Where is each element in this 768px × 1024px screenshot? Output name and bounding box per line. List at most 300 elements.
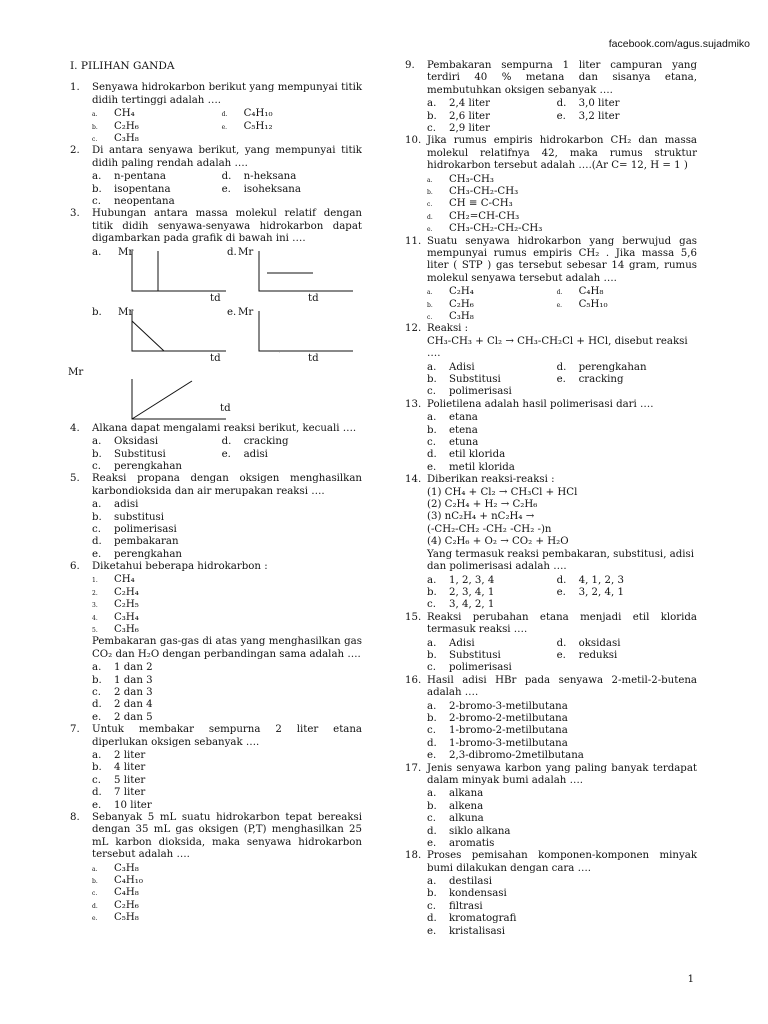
option xyxy=(427,98,557,110)
reaction-line: (3) nC₂H₄ + nC₂H₄ → xyxy=(427,511,535,523)
option-letter: a. xyxy=(92,499,102,511)
option-letter: a. xyxy=(427,574,437,586)
option xyxy=(427,462,697,474)
option xyxy=(427,701,697,713)
option-text: etana xyxy=(449,412,478,424)
option-letter: c. xyxy=(92,687,101,699)
graph-axes xyxy=(259,251,353,291)
graph-letter: b. xyxy=(92,306,102,318)
option-text: C₄H₈ xyxy=(114,887,139,899)
option-text: 5 liter xyxy=(114,774,146,786)
option xyxy=(427,801,697,813)
option xyxy=(222,449,352,461)
question xyxy=(70,423,362,435)
option-text: C₄H₁₀ xyxy=(243,108,273,120)
option-text: Substitusi xyxy=(114,448,166,460)
option-text: 3, 4, 2, 1 xyxy=(449,599,495,611)
option xyxy=(427,662,557,674)
option-text: Substitusi xyxy=(449,649,501,661)
option-letter: c. xyxy=(427,599,436,611)
option-text: perengkahan xyxy=(578,361,647,373)
option-letter: e. xyxy=(221,183,231,195)
option-letter: c. xyxy=(92,774,101,786)
option xyxy=(557,650,687,662)
question-text: Sebanyak 5 mL suatu hidrokarbon tepat bereaksi dengan 35 mL gas oksigen (P,T) menghasilkan 25 mL karbon dioksida, maka senyawa hidrokarbon tersebut adalah …. xyxy=(92,811,362,861)
question-number: 4. xyxy=(70,422,80,434)
question-text: Senyawa hidrokarbon berikut yang mempunyai titik didih tertinggi adalah …. xyxy=(92,82,362,106)
option-letter: e. xyxy=(427,925,437,937)
option-text: 1-bromo-3-metilbutana xyxy=(449,737,568,749)
option xyxy=(92,887,362,899)
option-letter: c. xyxy=(92,460,101,472)
option-letter: c. xyxy=(427,386,436,398)
option-letter: d. xyxy=(427,449,437,461)
option-letter: b. xyxy=(427,800,437,812)
option-text: 2,6 liter xyxy=(449,110,490,122)
option-letter: d. xyxy=(221,436,232,448)
option-letter: a. xyxy=(427,788,437,800)
option-letter: b. xyxy=(92,674,102,686)
option-letter: c. xyxy=(427,437,436,449)
option-text: isoheksana xyxy=(243,183,301,195)
option-letter: e. xyxy=(221,123,228,131)
option xyxy=(557,111,687,123)
option-letter: b. xyxy=(427,424,437,436)
section-title: I. PILIHAN GANDA xyxy=(70,60,175,72)
question-text: Jika rumus empiris hidrokarbon CH₂ dan massa molekul relatifnya 42, maka rumus struktur hidrokarbon tersebut adalah ….(Ar C= 12, H = 1 ) xyxy=(427,135,697,172)
option-text: 2,4 liter xyxy=(449,98,490,110)
option xyxy=(92,536,362,548)
option-letter: d. xyxy=(92,902,98,910)
question-text: Alkana dapat mengalami reaksi berikut, kecuali …. xyxy=(92,422,357,434)
option-letter: b. xyxy=(92,448,102,460)
option xyxy=(92,184,222,196)
option xyxy=(92,863,362,875)
option xyxy=(427,650,557,662)
option-letter: a. xyxy=(92,662,102,674)
option xyxy=(427,901,697,913)
option xyxy=(92,699,362,711)
option-text: C₃H₈ xyxy=(114,862,139,874)
option-letter: e. xyxy=(427,750,437,762)
question-number: 11. xyxy=(405,235,422,247)
option-letter: c. xyxy=(427,813,436,825)
option xyxy=(427,211,697,223)
graph-b xyxy=(130,311,230,353)
option-text: 3, 2, 4, 1 xyxy=(578,586,624,598)
option xyxy=(427,638,557,650)
option-text: alkana xyxy=(449,788,484,800)
options-list xyxy=(70,574,362,636)
option xyxy=(427,876,697,888)
option-letter: e. xyxy=(427,837,437,849)
option xyxy=(92,549,362,561)
option-text: kristalisasi xyxy=(449,925,506,937)
x-axis-label: td xyxy=(308,352,319,364)
option-text: 1 dan 2 xyxy=(114,662,153,674)
option-text: C₃H₄ xyxy=(114,611,139,623)
question-number: 1. xyxy=(70,82,80,94)
reaction-equation: CH₃-CH₃ + Cl₂ → CH₃-CH₂Cl + HCl, disebut reaksi …. xyxy=(427,335,688,360)
option-text: C₂H₄ xyxy=(449,286,474,298)
question xyxy=(405,474,697,573)
question-number: 9. xyxy=(405,60,415,71)
option-text: 10 liter xyxy=(114,799,152,811)
option xyxy=(427,913,697,925)
option xyxy=(92,574,362,586)
option-text: C₂H₆ xyxy=(114,899,139,911)
option xyxy=(427,437,697,449)
option-text: cracking xyxy=(243,436,289,448)
option-text: 4 liter xyxy=(114,762,146,774)
option-letter: d. xyxy=(556,98,567,110)
option-letter: a. xyxy=(92,865,98,873)
option xyxy=(427,449,697,461)
option-letter: e. xyxy=(92,711,102,723)
option-text: oksidasi xyxy=(578,637,621,649)
option-letter: b. xyxy=(92,183,102,195)
question-number: 10. xyxy=(405,135,422,147)
option-text: C₄H₈ xyxy=(578,286,604,298)
option-text: 1-bromo-2-metilbutana xyxy=(449,725,568,737)
option-letter: 4. xyxy=(92,614,98,622)
option-letter: c. xyxy=(92,136,98,144)
option xyxy=(557,299,687,311)
option-letter: a. xyxy=(427,176,433,184)
option-letter: 1. xyxy=(92,577,98,585)
question xyxy=(70,724,362,749)
option-text: 3,2 liter xyxy=(578,110,620,122)
reaction-line: (-CH₂-CH₂ -CH₂ -CH₂ -)n xyxy=(427,523,552,535)
question-text: Suatu senyawa hidrokarbon yang berwujud gas mempunyai rumus empiris CH₂ . Jika massa 5,6 liter ( STP ) gas tersebut sebesar 14 gram, rumus molekul senyawa tersebut adalah …. xyxy=(427,235,697,284)
graph-axes xyxy=(132,379,226,419)
option-text: polimerisasi xyxy=(449,386,512,398)
option-letter: d. xyxy=(92,699,102,711)
question-text: Jenis senyawa karbon yang paling banyak terdapat dalam minyak bumi adalah …. xyxy=(427,762,697,786)
option-letter: a. xyxy=(427,98,437,110)
option-letter: e. xyxy=(556,374,566,386)
option-text: substitusi xyxy=(114,511,165,523)
option-letter: e. xyxy=(427,461,437,473)
question-number: 14. xyxy=(405,474,422,486)
x-axis-label: td xyxy=(308,292,319,304)
option-letter: b. xyxy=(427,649,437,661)
question-text: Di antara senyawa berikut, yang mempunyai titik didih paling rendah adalah …. xyxy=(92,145,362,169)
option-text: aromatis xyxy=(449,837,495,849)
option-letter: d. xyxy=(427,737,437,749)
option xyxy=(222,436,352,448)
question xyxy=(70,812,362,862)
option-text: 4, 1, 2, 3 xyxy=(578,574,624,586)
option xyxy=(557,286,687,298)
option xyxy=(92,512,362,524)
option-letter: b. xyxy=(92,123,98,131)
option-letter: e. xyxy=(221,448,231,460)
option-letter: d. xyxy=(556,574,567,586)
option-letter: b. xyxy=(427,110,437,122)
option-letter: e. xyxy=(92,548,102,560)
option xyxy=(557,575,687,587)
graph-a xyxy=(130,251,230,293)
question xyxy=(70,208,362,245)
option xyxy=(557,587,687,599)
question-number: 15. xyxy=(405,611,422,623)
option-text: C₃H₈ xyxy=(449,311,474,323)
question-number: 2. xyxy=(70,145,80,157)
reaction-line: (4) C₂H₆ + O₂ → CO₂ + H₂O xyxy=(427,536,569,548)
option-letter: c. xyxy=(427,314,433,322)
question-text: Hasil adisi HBr pada senyawa 2-metil-2-butena adalah …. xyxy=(427,674,697,699)
option xyxy=(557,638,687,650)
option xyxy=(427,425,697,437)
question xyxy=(70,473,362,498)
option-text: etuna xyxy=(449,437,479,449)
question-number: 3. xyxy=(70,208,80,220)
options-list xyxy=(405,575,697,612)
option xyxy=(92,461,222,473)
option xyxy=(427,738,697,750)
question-extra: Pembakaran gas-gas di atas yang menghasilkan gas CO₂ dan H₂O dengan perbandingan sama adalah …. xyxy=(92,636,362,660)
option-letter: d. xyxy=(221,171,232,183)
graph-row xyxy=(70,307,362,367)
question-number: 18. xyxy=(405,850,422,862)
option-text: 2,9 liter xyxy=(449,123,490,135)
question xyxy=(405,236,697,286)
option xyxy=(427,599,557,611)
question-text: Diketahui beberapa hidrokarbon : xyxy=(92,561,268,573)
option-text: adisi xyxy=(243,448,268,460)
question-text: Untuk membakar sempurna 2 liter etana diperlukan oksigen sebanyak …. xyxy=(92,724,362,748)
question xyxy=(405,763,697,788)
y-axis-label: Mr xyxy=(238,246,254,258)
option xyxy=(427,813,697,825)
option xyxy=(427,198,697,210)
option-letter: d. xyxy=(427,213,433,221)
option-text: etil klorida xyxy=(449,449,506,461)
option xyxy=(92,171,222,183)
option-text: kondensasi xyxy=(449,888,507,900)
option-text: Adisi xyxy=(449,361,475,373)
option xyxy=(92,121,222,133)
option-text: siklo alkana xyxy=(449,825,511,837)
question-number: 8. xyxy=(70,811,80,823)
option-letter: b. xyxy=(92,762,102,774)
option-text: 2,3-dibromo-2metilbutana xyxy=(449,750,584,762)
question xyxy=(405,60,697,97)
options-list xyxy=(405,362,697,399)
option-text: C₃H₈ xyxy=(114,133,139,145)
option xyxy=(427,888,697,900)
option-letter: b. xyxy=(427,374,437,386)
option xyxy=(427,186,697,198)
options-list xyxy=(70,171,362,208)
question-number: 5. xyxy=(70,473,80,485)
question xyxy=(405,612,697,637)
option-text: isopentana xyxy=(114,183,171,195)
option-letter: a. xyxy=(92,111,98,119)
option xyxy=(427,838,697,850)
graph-row xyxy=(70,247,362,307)
option-text: alkena xyxy=(449,800,484,812)
option-letter: e. xyxy=(556,649,566,661)
option-text: 2-bromo-2-metilbutana xyxy=(449,712,568,724)
question xyxy=(405,399,697,411)
option-text: perengkahan xyxy=(114,548,182,560)
option xyxy=(427,750,697,762)
options-list xyxy=(70,863,362,925)
y-axis-label: Mr xyxy=(118,306,134,318)
question-number: 7. xyxy=(70,724,80,736)
y-axis-label: Mr xyxy=(68,366,84,378)
option-text: perengkahan xyxy=(114,460,182,472)
option-text: CH₂=CH-CH₃ xyxy=(449,210,520,222)
graph-d xyxy=(257,251,357,293)
option xyxy=(427,926,697,938)
options-list xyxy=(405,701,697,763)
option-letter: a. xyxy=(92,750,102,762)
option xyxy=(427,587,557,599)
options-list xyxy=(405,638,697,675)
option-letter: d. xyxy=(556,289,563,297)
option-letter: b. xyxy=(427,712,437,724)
option-text: adisi xyxy=(114,499,139,511)
option-letter: e. xyxy=(556,110,566,122)
option-letter: a. xyxy=(427,361,437,373)
option-letter: e. xyxy=(92,799,102,811)
option-letter: a. xyxy=(92,171,102,183)
question-number: 12. xyxy=(405,323,422,335)
option xyxy=(92,599,362,611)
option-letter: d. xyxy=(427,825,437,837)
option-letter: d. xyxy=(427,913,437,925)
options-list xyxy=(70,750,362,812)
option xyxy=(427,575,557,587)
option-text: CH₄ xyxy=(114,574,135,586)
options-list xyxy=(405,412,697,474)
x-axis-label: td xyxy=(220,402,231,414)
option-text: Substitusi xyxy=(449,374,501,386)
left-column xyxy=(70,60,362,925)
right-column xyxy=(405,60,697,938)
option-text: 2 dan 3 xyxy=(114,687,153,699)
y-axis-label: Mr xyxy=(118,246,134,258)
option-letter: a. xyxy=(92,436,102,448)
option xyxy=(92,775,362,787)
option xyxy=(92,133,222,145)
option-letter: 3. xyxy=(92,602,98,610)
graph-axes xyxy=(132,311,226,351)
option xyxy=(92,612,362,624)
option-letter: b. xyxy=(92,877,98,885)
option-text: n-pentana xyxy=(114,171,166,183)
option-text: destilasi xyxy=(449,876,492,888)
option-letter: b. xyxy=(92,511,102,523)
option-text: C₂H₄ xyxy=(114,586,139,598)
question xyxy=(70,82,362,107)
option-letter: e. xyxy=(556,586,566,598)
option-letter: e. xyxy=(427,226,433,234)
option xyxy=(427,111,557,123)
option xyxy=(92,750,362,762)
option-text: Oksidasi xyxy=(114,436,159,448)
option-letter: d. xyxy=(556,637,567,649)
option xyxy=(222,108,352,120)
question xyxy=(405,323,697,360)
option-letter: a. xyxy=(427,289,433,297)
graph-axes xyxy=(259,311,353,351)
option-text: CH₃-CH₃ xyxy=(449,173,494,185)
option xyxy=(557,374,687,386)
option-letter: a. xyxy=(427,876,437,888)
option xyxy=(92,662,362,674)
options-list xyxy=(70,499,362,561)
options-list xyxy=(405,876,697,938)
option-text: 2-bromo-3-metilbutana xyxy=(449,700,568,712)
reaction-line: (1) CH₄ + Cl₂ → CH₃Cl + HCl xyxy=(427,486,578,498)
options-list xyxy=(405,286,697,323)
option-text: C₅H₁₂ xyxy=(243,120,273,132)
option xyxy=(427,223,697,235)
graph-e xyxy=(257,311,357,353)
option-text: polimerisasi xyxy=(449,662,512,674)
option-text: CH₃-CH₂-CH₂-CH₃ xyxy=(449,223,543,235)
option-letter: a. xyxy=(427,700,437,712)
option-text: C₅H₈ xyxy=(114,912,139,924)
question-text: Reaksi propana dengan oksigen menghasilkan karbondioksida dan air merupakan reaksi …. xyxy=(92,473,362,497)
option xyxy=(92,624,362,636)
question-text: Reaksi perubahan etana menjadi etil klorida termasuk reaksi …. xyxy=(427,611,697,636)
question-text: Hubungan antara massa molekul relatif dengan titik didih senyawa-senyawa hidrokarbon dapat digambarkan pada grafik di bawah ini …. xyxy=(92,208,362,245)
question-text: Pembakaran sempurna 1 liter campuran yang terdiri 40 % metana dan sisanya etana, membutuhkan oksigen sebanyak …. xyxy=(427,60,697,96)
option-text: n-heksana xyxy=(243,171,297,183)
options-list xyxy=(405,174,697,236)
question xyxy=(70,145,362,170)
option xyxy=(92,900,362,912)
option xyxy=(92,712,362,724)
option-letter: d. xyxy=(221,111,228,119)
question-text: Polietilena adalah hasil polimerisasi dari …. xyxy=(427,398,654,410)
option-text: CH₃-CH₂-CH₃ xyxy=(449,186,519,198)
option-letter: b. xyxy=(427,888,437,900)
option-letter: 5. xyxy=(92,627,98,635)
question-number: 6. xyxy=(70,561,80,573)
option-text: 1 dan 3 xyxy=(114,674,153,686)
page-number: 1 xyxy=(687,974,694,985)
options-list xyxy=(405,98,697,135)
option xyxy=(427,788,697,800)
option xyxy=(92,762,362,774)
x-axis-label: td xyxy=(210,352,221,364)
graphs xyxy=(70,247,362,423)
option-text: 2, 3, 4, 1 xyxy=(449,586,495,598)
option xyxy=(92,449,222,461)
option-text: Adisi xyxy=(449,637,475,649)
option xyxy=(557,98,687,110)
option-text: 2 liter xyxy=(114,750,146,762)
option-text: polimerisasi xyxy=(114,523,177,535)
option-text: kromatografi xyxy=(449,913,517,925)
y-axis-label: Mr xyxy=(238,306,254,318)
option xyxy=(222,121,352,133)
option-text: alkuna xyxy=(449,813,484,825)
option xyxy=(427,362,557,374)
option-text: cracking xyxy=(578,374,624,386)
option-letter: c. xyxy=(92,196,101,208)
question xyxy=(405,675,697,700)
question-text: Diberikan reaksi-reaksi : xyxy=(427,474,555,486)
options-list xyxy=(70,108,362,145)
option-letter: c. xyxy=(92,523,101,535)
